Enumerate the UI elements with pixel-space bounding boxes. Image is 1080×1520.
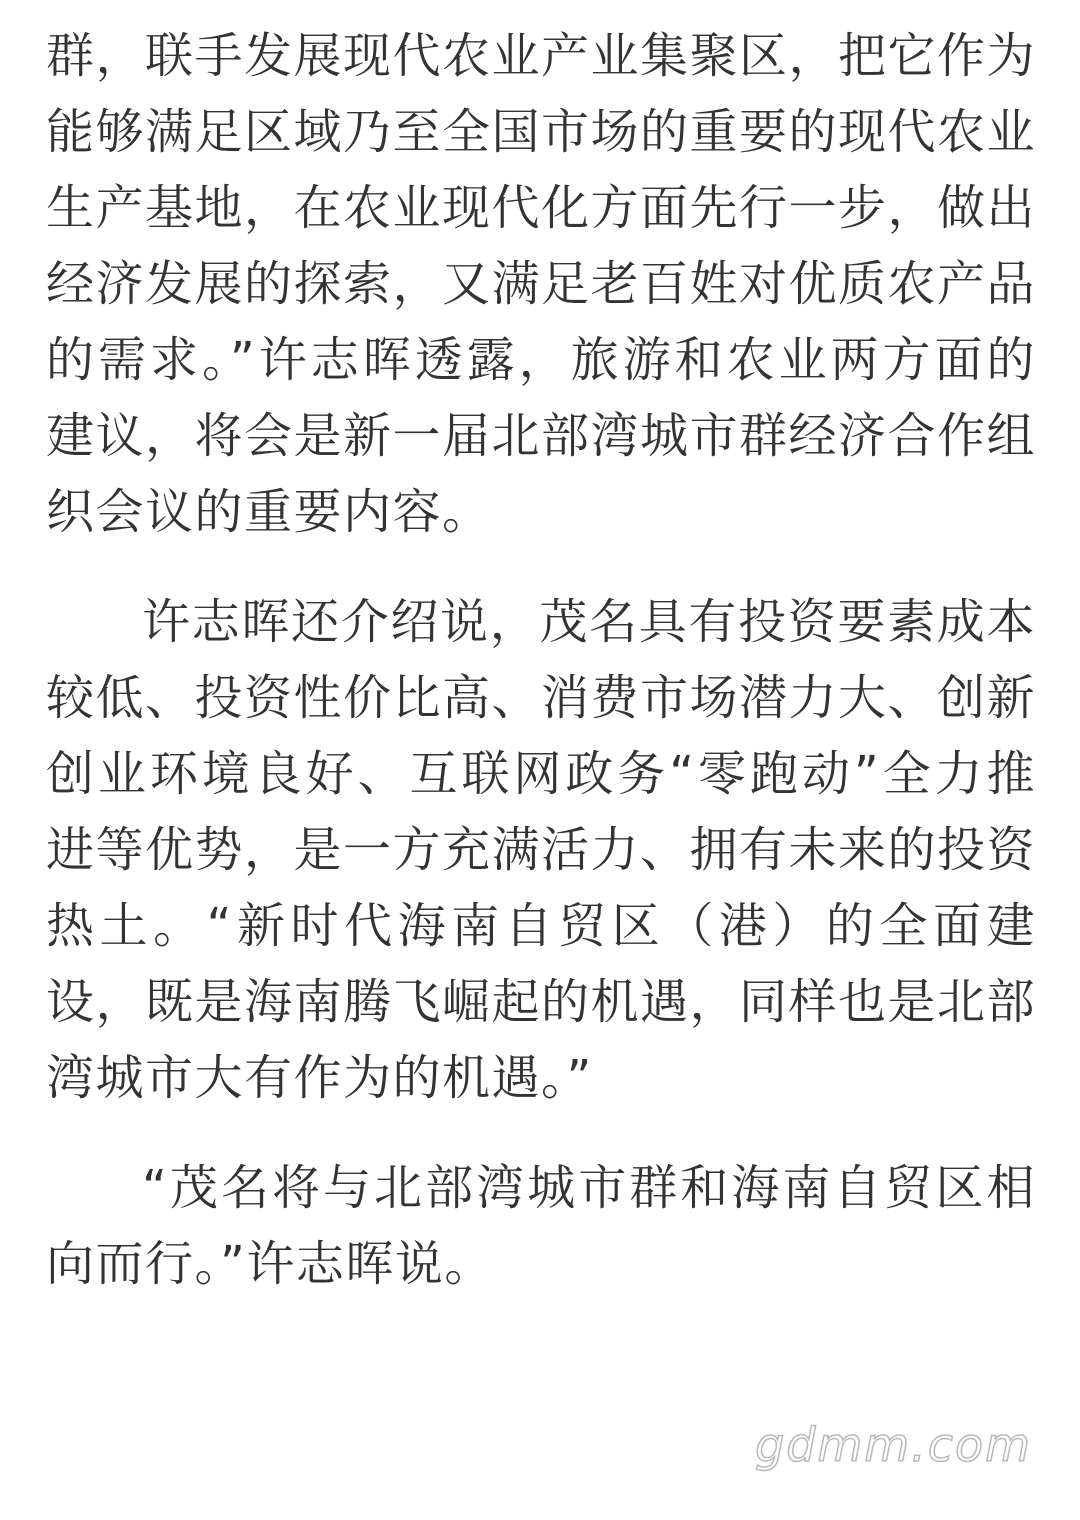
article-body <box>46 18 1036 1302</box>
paragraph-2: 许志晖还介绍说，茂名具有投资要素成本较低、投资性价比高、消费市场潜力大、创新创业环境良好、互联网政务“零跑动”全力推进等优势，是一方充满活力、拥有未来的投资热土。“新时代海南自贸区（港）的全面建设，既是海南腾飞崛起的机遇，同样也是北部湾城市大有作为的机遇。” <box>46 594 1037 1106</box>
paragraph-3: “茂名将与北部湾城市群和海南自贸区相向而行。”许志晖说。 <box>46 1160 1036 1292</box>
site-watermark: gdmm.com <box>755 1418 1032 1472</box>
paragraph-1: 群，联手发展现代农业产业集聚区，把它作为能够满足区域乃至全国市场的重要的现代农业生产基地，在农业现代化方面先行一步，做出经济发展的探索，又满足老百姓对优质农产品的需求。”许志晖透露，旅游和农业两方面的建议，将会是新一届北部湾城市群经济合作组织会议的重要内容。 <box>46 28 1037 540</box>
